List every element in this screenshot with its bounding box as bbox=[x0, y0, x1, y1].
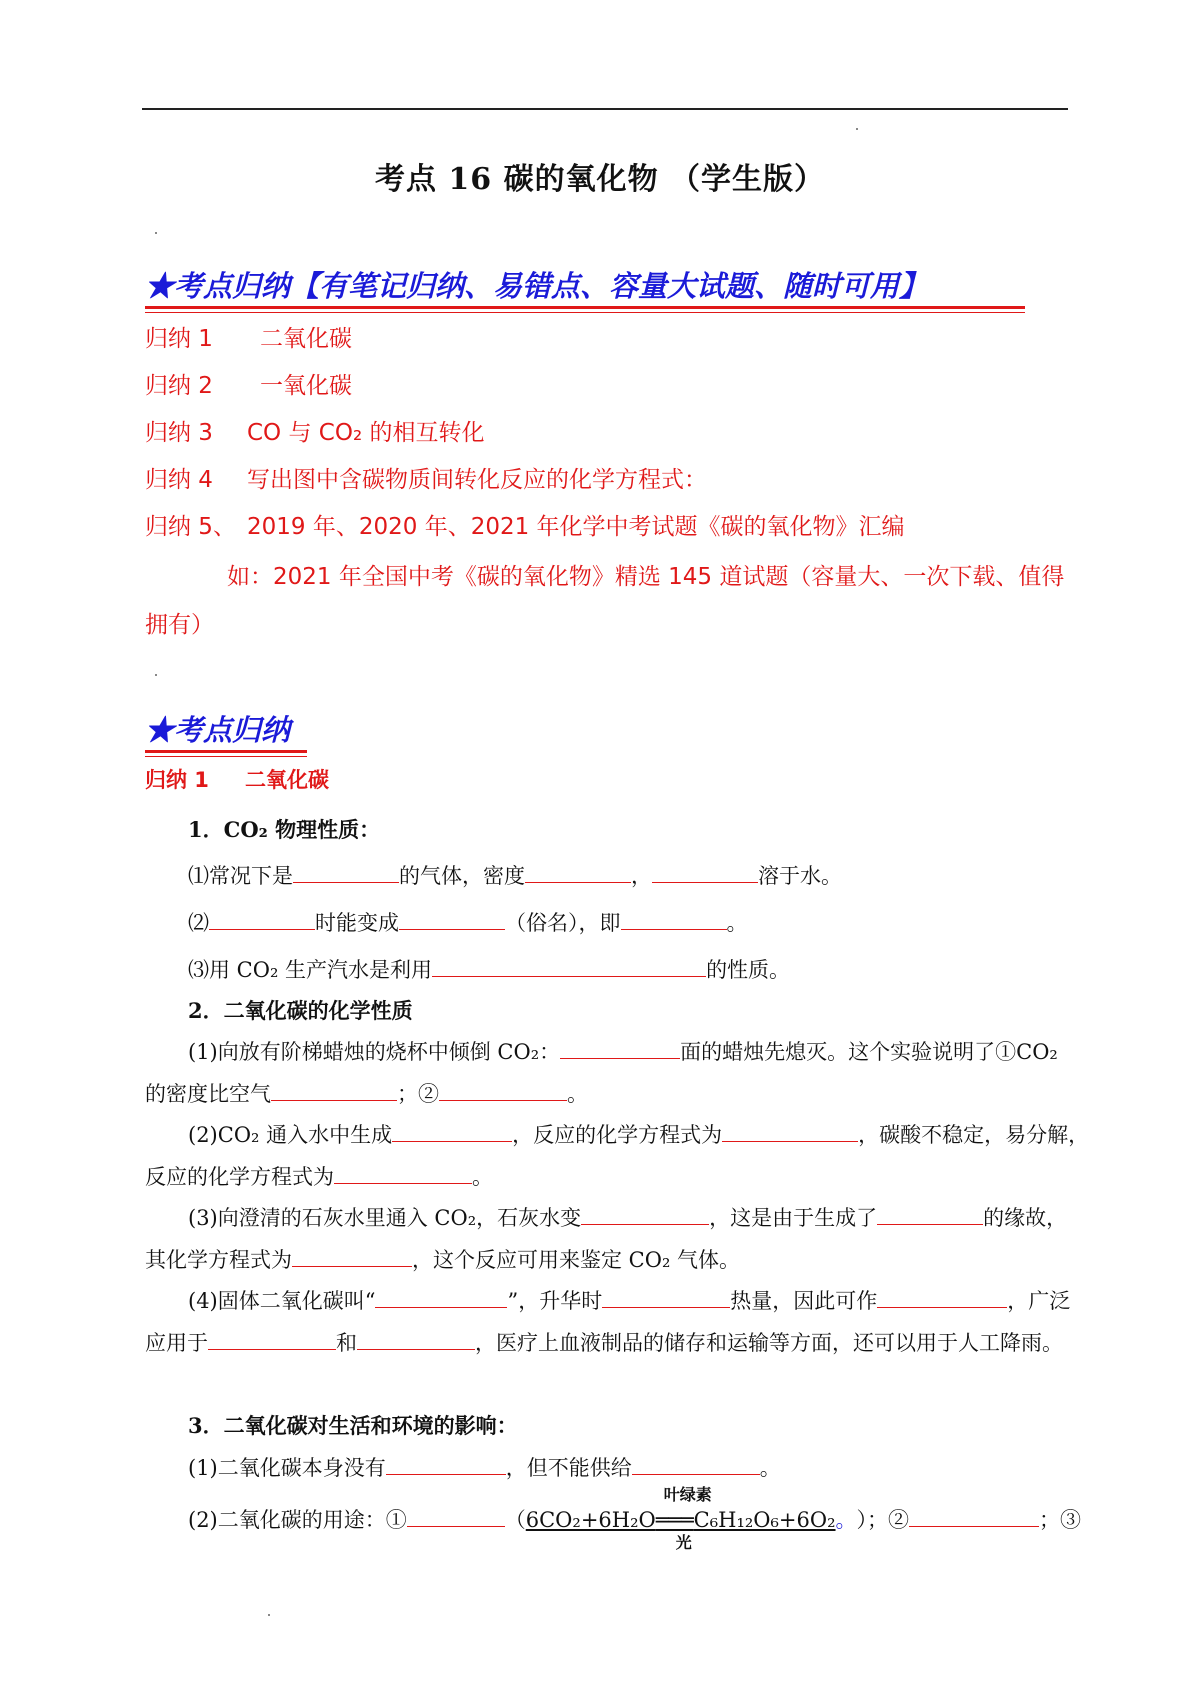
blank[interactable] bbox=[909, 1504, 1039, 1527]
summary-item-4: 归纳 4 写出图中含碳物质间转化反应的化学方程式： bbox=[145, 467, 707, 493]
equation-condition-top: 叶绿素 bbox=[663, 1485, 712, 1504]
section-heading-summary bbox=[145, 264, 928, 305]
question-3-heading: 3．二氧化碳对生活和环境的影响： bbox=[188, 1413, 518, 1438]
question-3-para-1: (1)二氧化碳本身没有 ，但不能供给 。 bbox=[188, 1452, 781, 1482]
equation-condition-bottom: 光 bbox=[675, 1533, 692, 1552]
section-heading-summary-text: ★考点归纳【有笔记归纳、易错点、容量大试题、随时可用】 bbox=[145, 269, 929, 303]
question-2-para-4-line-2: 应用于 和 ，医疗上血液制品的储存和运输等方面，还可以用于人工降雨。 bbox=[145, 1327, 1063, 1357]
subsection-heading: 归纳 1 二氧化碳 bbox=[145, 768, 329, 792]
page-title: 考点 16 碳的氧化物 （学生版） bbox=[374, 162, 826, 197]
blank[interactable] bbox=[271, 1078, 397, 1101]
question-3-para-2: (2)二氧化碳的用途：① （ 叶绿素 6CO₂+6H₂O═══C₆H₁₂O₆+6O₂。 光 ）；② ；③ bbox=[188, 1504, 1081, 1534]
question-1-line-2: ⑵ 时能变成 （俗名），即 。 bbox=[188, 907, 748, 937]
blank[interactable] bbox=[357, 1327, 475, 1350]
photosynthesis-equation: 叶绿素 6CO₂+6H₂O═══C₆H₁₂O₆+6O₂。 光 bbox=[526, 1504, 857, 1534]
question-2-para-1-line-1: (1)向放有阶梯蜡烛的烧杯中倾倒 CO₂： 面的蜡烛先熄灭。这个实验说明了①CO₂ bbox=[188, 1036, 1058, 1066]
blank[interactable] bbox=[293, 860, 399, 883]
question-1-line-1: ⑴常况下是 的气体，密度 ， 溶于水。 bbox=[188, 860, 842, 890]
section-heading-points-underline bbox=[145, 748, 307, 757]
question-2-para-2-line-2: 反应的化学方程式为 。 bbox=[145, 1161, 493, 1191]
blank[interactable] bbox=[602, 1285, 730, 1308]
question-2-para-2-line-1: (2)CO₂ 通入水中生成 ，反应的化学方程式为 ，碳酸不稳定，易分解， bbox=[188, 1119, 1089, 1149]
blank[interactable] bbox=[560, 1036, 680, 1059]
blank[interactable] bbox=[392, 1119, 512, 1142]
blank[interactable] bbox=[375, 1285, 507, 1308]
blank[interactable] bbox=[581, 1202, 709, 1225]
question-2-para-1-line-2: 的密度比空气 ；② 。 bbox=[145, 1078, 588, 1108]
scan-speck bbox=[155, 674, 157, 676]
blank[interactable] bbox=[877, 1285, 1007, 1308]
summary-note: 如：2021 年全国中考《碳的氧化物》精选 145 道试题（容量大、一次下载、值得拥有） bbox=[145, 564, 1065, 638]
blank[interactable] bbox=[439, 1078, 567, 1101]
blank[interactable] bbox=[621, 907, 727, 930]
blank[interactable] bbox=[386, 1452, 506, 1475]
blank[interactable] bbox=[432, 954, 706, 977]
blank[interactable] bbox=[334, 1161, 472, 1184]
blank[interactable] bbox=[208, 1327, 336, 1350]
scan-speck bbox=[155, 232, 157, 234]
scan-speck bbox=[856, 128, 858, 130]
blank[interactable] bbox=[722, 1119, 858, 1142]
question-1-line-3: ⑶用 CO₂ 生产汽水是利用 的性质。 bbox=[188, 954, 790, 984]
question-2-para-3-line-1: (3)向澄清的石灰水里通入 CO₂，石灰水变 ，这是由于生成了 的缘故， bbox=[188, 1202, 1067, 1232]
blank[interactable] bbox=[877, 1202, 983, 1225]
section-heading-points-text: ★考点归纳 bbox=[145, 713, 291, 747]
blank[interactable] bbox=[525, 860, 631, 883]
blank[interactable] bbox=[292, 1244, 412, 1267]
question-1-heading: 1．CO₂ 物理性质： bbox=[188, 817, 381, 842]
summary-item-3: 归纳 3 CO 与 CO₂ 的相互转化 bbox=[145, 420, 485, 446]
section-heading-points bbox=[145, 708, 290, 749]
blank[interactable] bbox=[399, 907, 505, 930]
summary-item-5: 归纳 5、 2019 年、2020 年、2021 年化学中考试题《碳的氧化物》汇编 bbox=[145, 514, 905, 540]
blank[interactable] bbox=[209, 907, 315, 930]
scan-speck bbox=[268, 1614, 270, 1616]
summary-item-1: 归纳 1 二氧化碳 bbox=[145, 326, 352, 352]
header-rule bbox=[142, 108, 1068, 110]
question-2-para-4-line-1: (4)固体二氧化碳叫“ ”，升华时 热量，因此可作 ，广泛 bbox=[188, 1285, 1070, 1315]
blank[interactable] bbox=[407, 1504, 505, 1527]
blank[interactable] bbox=[632, 1452, 760, 1475]
question-2-para-3-line-2: 其化学方程式为 ，这个反应可用来鉴定 CO₂ 气体。 bbox=[145, 1244, 740, 1274]
section-heading-underline bbox=[145, 304, 1025, 313]
blank[interactable] bbox=[652, 860, 758, 883]
summary-item-2: 归纳 2 一氧化碳 bbox=[145, 373, 352, 399]
question-2-heading: 2．二氧化碳的化学性质 bbox=[188, 998, 413, 1023]
